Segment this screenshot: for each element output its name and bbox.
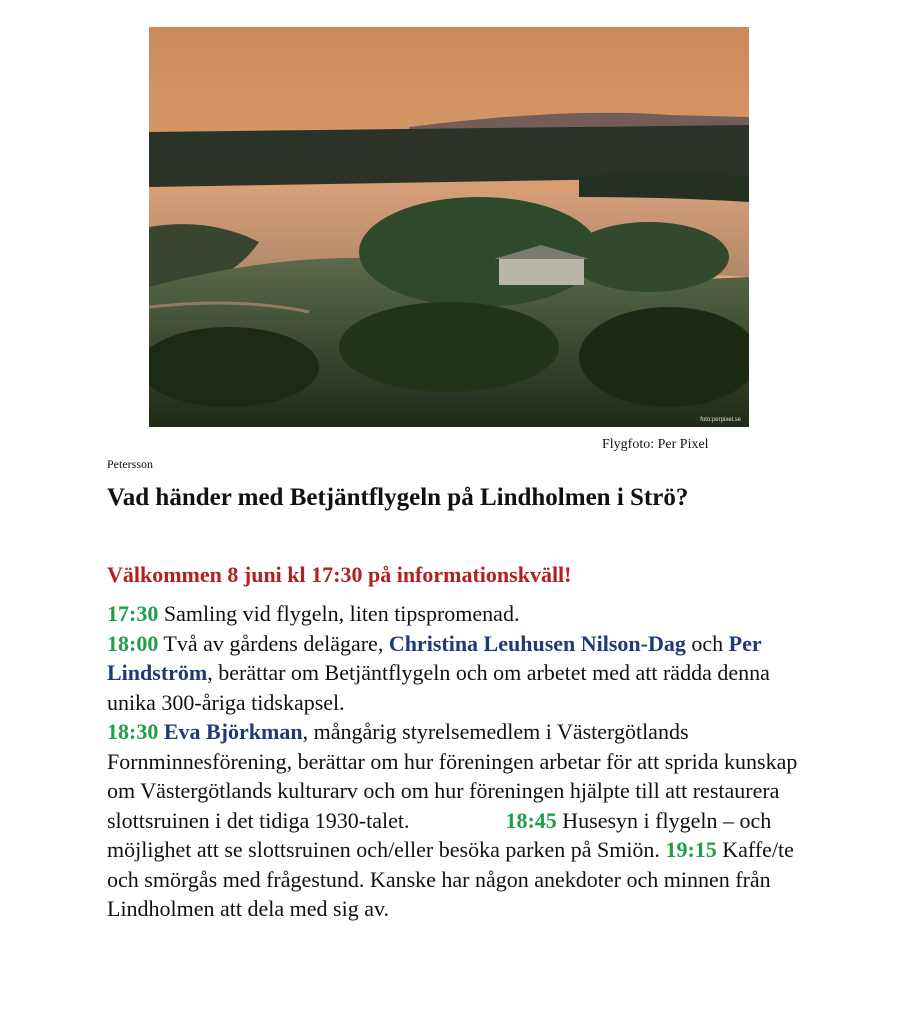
program-text-1800b: och bbox=[685, 630, 729, 656]
speaker-per: Per Lindström bbox=[107, 630, 762, 685]
program-text-1915: Kaffe/te och smörgås med frågestund. Kanske har någon anekdoter och minnen från Lindholmen att dela med sig av. bbox=[107, 837, 794, 921]
time-1845: 18:45 bbox=[505, 807, 557, 833]
program-schedule bbox=[107, 599, 807, 924]
speaker-eva: Eva Björkman bbox=[163, 719, 303, 744]
time-1730: 17:30 bbox=[107, 601, 159, 626]
welcome-line: Välkommen 8 juni kl 17:30 på informationskväll! bbox=[107, 562, 572, 587]
time-1800: 18:00 bbox=[107, 630, 159, 656]
program-text-1730: Samling vid flygeln, liten tipspromenad. bbox=[158, 601, 520, 626]
page-title: Vad händer med Betjäntflygeln på Lindholmen i Strö? bbox=[107, 484, 689, 511]
speaker-christina: Christina Leuhusen Nilson-Dag bbox=[388, 630, 686, 656]
photo-caption-continued: Petersson bbox=[107, 457, 153, 471]
time-1915: 19:15 bbox=[665, 837, 717, 862]
program-text-1845: Husesyn i flygeln – och möjlighet att se slottsruinen och/eller besöka parken på Smiön. bbox=[107, 807, 772, 862]
landscape-photo bbox=[149, 27, 749, 427]
photo-watermark: foto:perpixel.se bbox=[700, 417, 741, 423]
program-text-1830: , mångårig styrelsemedlem i Västergötlands Fornminnesförening, berättar om hur föreningen arbetar för att sprida kunskap om Västergötlands kulturarv och om hur föreningen hjälpte till att restaurera slottsruinen i det tidiga 1930-talet. bbox=[107, 719, 798, 833]
program-text-1800c: , berättar om Betjäntflygeln och om arbetet med att rädda denna unika 300-åriga tidskapsel. bbox=[107, 660, 770, 715]
program-text-1800a: Två av gårdens delägare, bbox=[158, 630, 389, 656]
time-1830: 18:30 bbox=[107, 719, 159, 744]
photo-caption: Flygfoto: Per Pixel bbox=[602, 437, 709, 452]
landscape-photo-icon bbox=[149, 27, 749, 427]
